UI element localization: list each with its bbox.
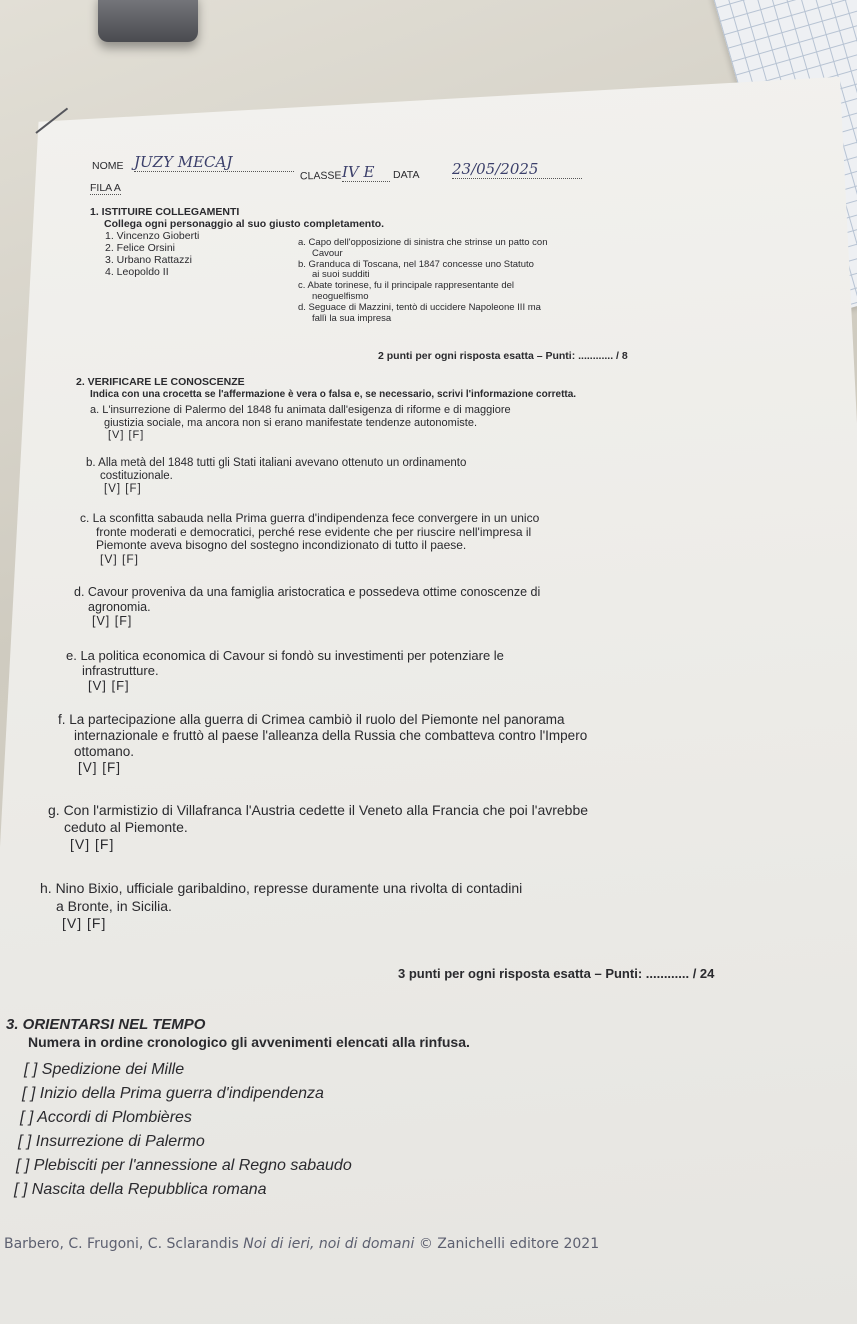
statement-g (48, 802, 588, 853)
statement-line: infrastrutture. (82, 663, 159, 678)
section2-instruction: Indica con una crocetta se l'affermazione è vera o falsa e, se necessario, scrivi l'informazione corretta. (90, 389, 577, 400)
option-line: a. Capo dell'opposizione di sinistra che strinse un patto con (298, 237, 548, 248)
event-item[interactable]: [ ] Spedizione dei Mille (24, 1061, 185, 1078)
section2-score: 3 punti per ogni risposta esatta – Punti: ............ / 24 (398, 966, 715, 981)
classe-label: CLASSE (299, 169, 342, 183)
statement-line: a. L'insurrezione di Palermo del 1848 fu animata dall'esigenza di riforme e di maggiore (90, 404, 511, 416)
statement-a (90, 404, 511, 442)
option-line: neoguelfismo (312, 290, 369, 302)
true-false-choice[interactable]: [V] [F] (78, 760, 122, 775)
statement-line: fronte moderati e democratici, perché rese evidente che per riuscire nell'impresa il (96, 524, 532, 539)
section1-people-list (105, 230, 199, 278)
credit-book: Noi di ieri, noi di domani (243, 1236, 415, 1252)
statement-line: Piemonte aveva bisogno del sostegno incondizionato di tutto il paese. (96, 538, 467, 552)
option-line: b. Granduca di Toscana, nel 1847 concesse uno Statuto (298, 258, 534, 270)
option-line: ai suoi sudditi (312, 269, 370, 281)
statement-line: f. La partecipazione alla guerra di Crimea cambiò il ruolo del Piemonte nel panorama (58, 712, 565, 727)
section1-instruction: Collega ogni personaggio al suo giusto completamento. (104, 218, 385, 230)
statement-f (58, 712, 587, 776)
statement-line: ceduto al Piemonte. (64, 819, 188, 835)
section3-instruction: Numera in ordine cronologico gli avvenimenti elencati alla rinfusa. (28, 1034, 470, 1050)
person-item: 4. Leopoldo II (105, 266, 169, 278)
statement-line: costituzionale. (100, 470, 173, 482)
statement-line: a Bronte, in Sicilia. (56, 897, 172, 914)
statement-b (86, 457, 466, 496)
option-a (298, 238, 548, 260)
event-item[interactable]: [ ] Accordi di Plombières (20, 1109, 192, 1126)
statement-line: b. Alla metà del 1848 tutti gli Stati italiani avevano ottenuto un ordinamento (86, 457, 467, 469)
option-c (298, 281, 548, 303)
option-line: Cavour (312, 247, 343, 259)
statement-line: ottomano. (74, 744, 135, 759)
true-false-choice[interactable]: [V] [F] (62, 915, 107, 931)
marker-object (98, 0, 198, 42)
event-item[interactable]: [ ] Nascita della Repubblica romana (14, 1181, 267, 1198)
statement-line: c. La sconfitta sabauda nella Prima guerra d'indipendenza fece convergere in un unico (80, 511, 540, 525)
statement-line: giustizia sociale, ma ancora non si erano manifestate tendenze autonomiste. (104, 416, 477, 429)
data-value[interactable]: 23/05/2025 (452, 160, 582, 179)
statement-line: d. Cavour proveniva da una famiglia aristocratica e possedeva ottime conoscenze di (74, 585, 541, 599)
nome-label: NOME (92, 160, 124, 172)
person-item: 3. Urbano Rattazzi (105, 254, 192, 266)
fila-label: FILA A (90, 182, 121, 194)
statement-h (40, 880, 522, 933)
statement-d (74, 585, 540, 629)
credit-line (4, 1236, 599, 1252)
section3-title: 3. ORIENTARSI NEL TEMPO (6, 1016, 206, 1033)
credit-publisher: © Zanichelli editore 2021 (418, 1236, 600, 1252)
data-label: DATA (393, 169, 420, 181)
option-d (298, 303, 548, 325)
statement-line: internazionale e fruttò al paese l'alleanza della Russia che combatteva contro l'Impero (74, 728, 588, 743)
nome-value[interactable]: JUZY MECAJ (134, 153, 294, 172)
true-false-choice[interactable]: [V] [F] (108, 429, 145, 441)
true-false-choice[interactable]: [V] [F] (104, 483, 142, 495)
credit-authors: Barbero, C. Frugoni, C. Sclarandis (4, 1236, 239, 1252)
option-b (298, 260, 548, 282)
statement-line: agronomia. (88, 599, 151, 614)
option-line: fallì la sua impresa (312, 312, 392, 324)
event-item[interactable]: [ ] Inizio della Prima guerra d'indipendenza (22, 1085, 324, 1102)
statement-line: g. Con l'armistizio di Villafranca l'Austria cedette il Veneto alla Francia che poi l'avrebbe (48, 802, 589, 818)
section2-title: 2. VERIFICARE LE CONOSCENZE (76, 376, 245, 388)
true-false-choice[interactable]: [V] [F] (92, 614, 133, 628)
true-false-choice[interactable]: [V] [F] (100, 551, 140, 566)
classe-value[interactable]: IV E (342, 163, 390, 182)
option-line: d. Seguace di Mazzini, tentò di uccidere Napoleone III ma (298, 301, 541, 313)
event-item[interactable]: [ ] Plebisciti per l'annessione al Regno sabaudo (16, 1157, 352, 1174)
option-line: c. Abate torinese, fu il principale rappresentante del (298, 280, 514, 292)
statement-line: e. La politica economica di Cavour si fondò su investimenti per potenziare le (66, 648, 504, 663)
statement-e (66, 648, 504, 693)
event-item[interactable]: [ ] Insurrezione di Palermo (18, 1133, 205, 1150)
section1-title: 1. ISTITUIRE COLLEGAMENTI (90, 206, 240, 218)
true-false-choice[interactable]: [V] [F] (88, 678, 130, 693)
statement-line: h. Nino Bixio, ufficiale garibaldino, represse duramente una rivolta di contadini (40, 880, 523, 896)
section1-options-list (298, 238, 548, 324)
statement-c (80, 512, 539, 566)
true-false-choice[interactable]: [V] [F] (70, 836, 115, 852)
person-item: 1. Vincenzo Gioberti (105, 230, 200, 242)
section1-score: 2 punti per ogni risposta esatta – Punti: ............ / 8 (378, 350, 628, 362)
events-list (14, 1058, 352, 1202)
person-item: 2. Felice Orsini (105, 242, 176, 254)
